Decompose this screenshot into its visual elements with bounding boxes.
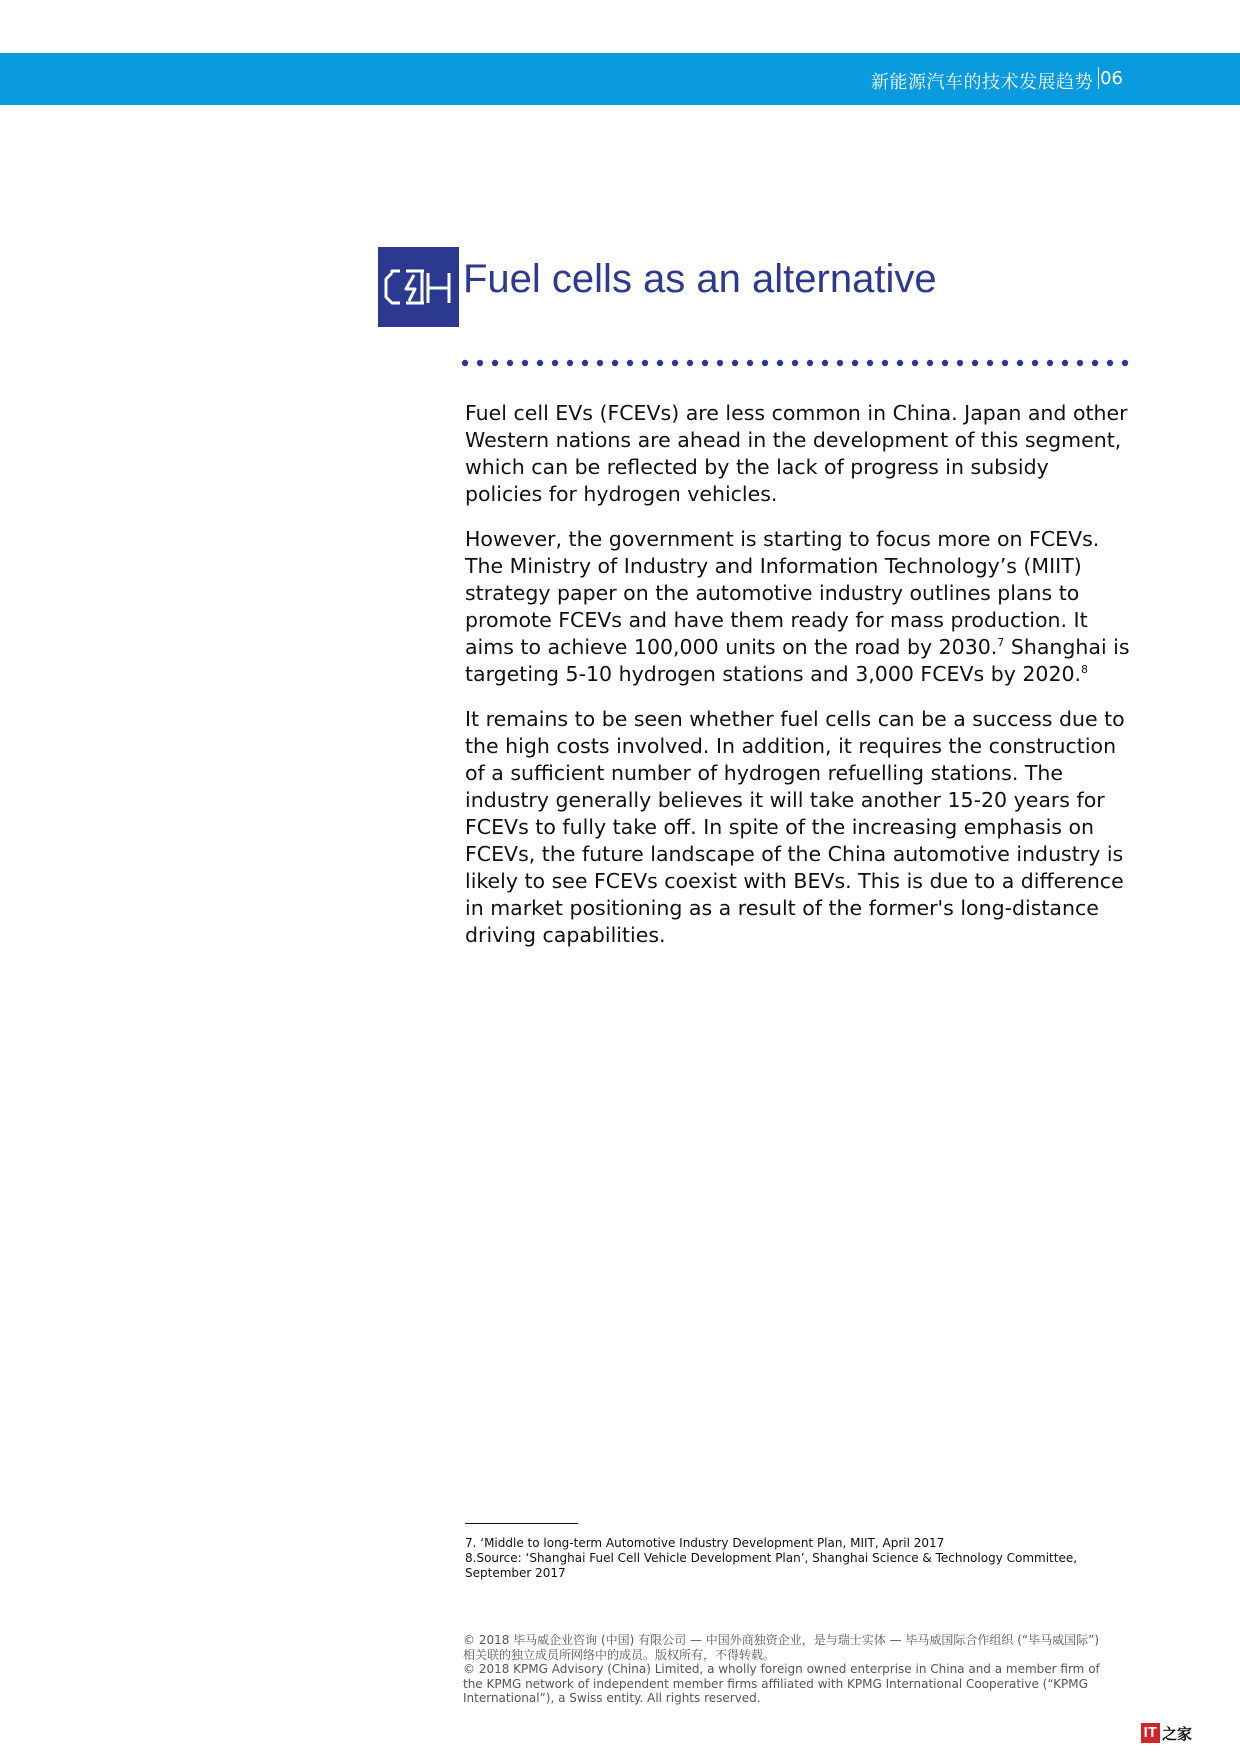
copyright-line: the KPMG network of independent member firms affiliated with KPMG International Cooperative (“KPMG <box>463 1676 1088 1691</box>
divider-dot <box>687 360 693 366</box>
divider-dot <box>477 360 483 366</box>
page-number: 06 <box>1100 68 1123 89</box>
divider-dot <box>492 360 498 366</box>
ithome-watermark <box>1141 1720 1192 1746</box>
divider-dot <box>747 360 753 366</box>
divider-dot <box>1122 360 1128 366</box>
copyright-notice <box>463 1633 1133 1706</box>
divider-dot <box>657 360 663 366</box>
divider-dot <box>927 360 933 366</box>
divider-dot <box>852 360 858 366</box>
divider-dot <box>717 360 723 366</box>
copyright-line: © 2018 KPMG Advisory (China) Limited, a wholly foreign owned enterprise in China and a member firm of <box>463 1662 1100 1676</box>
divider-dot <box>582 360 588 366</box>
copyright-line: International”), a Swiss entity. All rights reserved. <box>463 1691 761 1705</box>
divider-dot <box>897 360 903 366</box>
watermark-text: 之家 <box>1161 1724 1192 1743</box>
divider-dot <box>597 360 603 366</box>
paragraph-1: Fuel cell EVs (FCEVs) are less common in China. Japan and other Western nations are ahead in the development of this segment, which can be reflected by the lack of progress in subsidy policies for hydrogen vehicles. <box>465 401 1128 506</box>
divider-dot <box>972 360 978 366</box>
divider-dot <box>612 360 618 366</box>
paragraph-3: It remains to be seen whether fuel cells can be a success due to the high costs involved. In addition, it requires the construction of a sufficient number of hydrogen refuelling stations. The industry generally believes it will take another 15-20 years for FCEVs to fully take off. In spite of the increasing emphasis on FCEVs, the future landscape of the China automotive industry is likely to see FCEVs coexist with BEVs. This is due to a difference in market positioning as a result of the former's long-distance driving capabilities. <box>465 707 1125 947</box>
divider-dot <box>762 360 768 366</box>
divider-dot <box>537 360 543 366</box>
divider-dot <box>1032 360 1038 366</box>
divider-dot <box>522 360 528 366</box>
divider-dot <box>507 360 513 366</box>
copyright-line: 相关联的独立成员所网络中的成员。版权所有，不得转载。 <box>463 1647 776 1662</box>
copyright-line: © 2018 毕马威企业咨询 (中国) 有限公司 — 中国外商独资企业，是与瑞士实体 — 毕马威国际合作组织 (“毕马威国际”) <box>463 1633 1100 1647</box>
dotted-divider <box>461 358 1129 368</box>
divider-dot <box>882 360 888 366</box>
header-separator <box>1098 67 1099 89</box>
divider-dot <box>837 360 843 366</box>
divider-dot <box>867 360 873 366</box>
footnotes <box>465 1536 1135 1581</box>
paragraph-2-text-a: However, the government is starting to focus more on FCEVs. The Ministry of Industry and Information Technology’s (MIIT) strategy paper on the automotive industry outlines plans to promote FCEVs and have them ready for mass production. It aims to achieve 100,000 units on the road by 2030. <box>465 527 1100 659</box>
header-bar <box>0 53 1240 105</box>
paragraph-2-text-b: Shanghai is targeting 5-10 hydrogen stations and 3,000 FCEVs by 2020. <box>465 635 1130 686</box>
divider-dot <box>987 360 993 366</box>
divider-dot <box>1092 360 1098 366</box>
divider-dot <box>552 360 558 366</box>
divider-dot <box>642 360 648 366</box>
divider-dot <box>1062 360 1068 366</box>
divider-dot <box>912 360 918 366</box>
divider-dot <box>1047 360 1053 366</box>
footnote-ref-7: 7 <box>997 636 1005 650</box>
divider-dot <box>732 360 738 366</box>
footnote-rule <box>465 1523 578 1524</box>
section-title: Fuel cells as an alternative <box>463 257 937 301</box>
footnote-ref-8: 8 <box>1081 663 1089 677</box>
footnote-7: 7. ‘Middle to long-term Automotive Industry Development Plan, MIIT, April 2017 <box>465 1536 945 1550</box>
article-body <box>465 400 1130 967</box>
divider-dot <box>822 360 828 366</box>
divider-dot <box>567 360 573 366</box>
divider-dot <box>1002 360 1008 366</box>
divider-dot <box>807 360 813 366</box>
fuel-cell-h-icon <box>378 247 459 327</box>
header-title: 新能源汽车的技术发展趋势 <box>871 72 1093 93</box>
divider-dot <box>627 360 633 366</box>
divider-dot <box>942 360 948 366</box>
footnote-8: 8.Source: ‘Shanghai Fuel Cell Vehicle Development Plan’, Shanghai Science & Technology Committee, September 2017 <box>465 1551 1078 1580</box>
divider-dot <box>792 360 798 366</box>
divider-dot <box>1077 360 1083 366</box>
divider-dot <box>1107 360 1113 366</box>
divider-dot <box>1017 360 1023 366</box>
divider-dot <box>702 360 708 366</box>
divider-dot <box>672 360 678 366</box>
divider-dot <box>957 360 963 366</box>
paragraph-2 <box>465 526 1130 688</box>
divider-dot <box>462 360 468 366</box>
divider-dot <box>777 360 783 366</box>
watermark-logo-box: IT <box>1141 1723 1160 1743</box>
